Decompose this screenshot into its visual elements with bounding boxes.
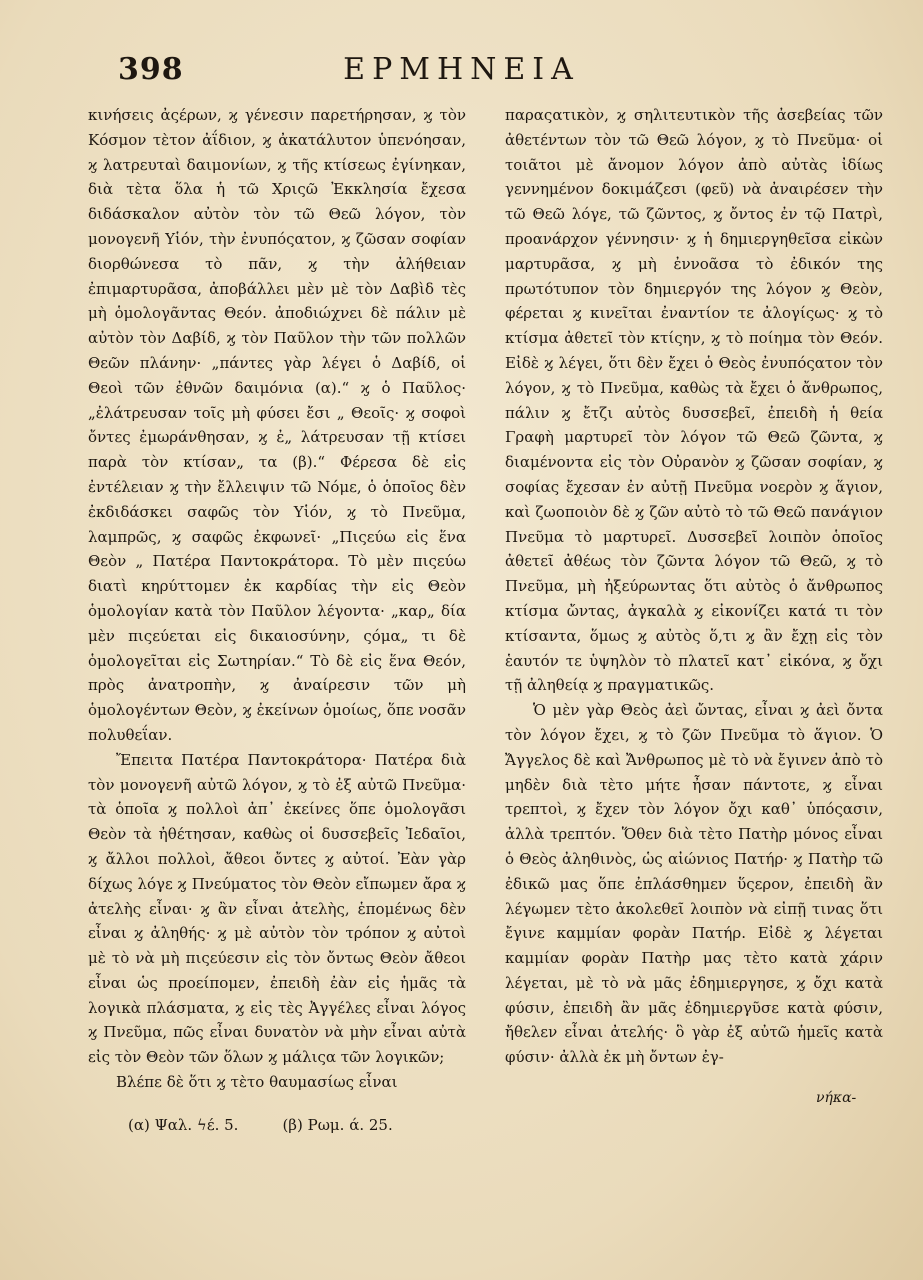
running-head: ΕΡΜΗΝΕΙΑ <box>343 52 580 87</box>
footnotes <box>128 1116 393 1134</box>
right-column <box>505 103 883 1070</box>
right-paragraph-2: Ὁ μὲν γὰρ Θεὸς ἀεὶ ὤντας, εἶναι ϗ ἀεὶ ὄντα τὸν λόγον ἔχει, ϗ τὸ ζῶν Πνεῦμα τὸ ἅγιον. Ὁ Ἄγγελος δὲ καὶ Ἄνθρωπος μὲ τὸ νὰ ἔγινεν ἀπὸ τὸ μηδὲν διὰ τὲτο μήτε ἦσαν πάντοτε, ϗ εἶναι τρεπτοὶ, ϗ ἔχεν τὸν λόγον ὄχι καθ᾽ ὑπόςασιν, ἀλλὰ τρεπτόν. Ὅθεν διὰ τὲτο Πατὴρ μόνος εἶναι ὁ Θεὸς ἀληθινὸς, ὡς αἰώνιος Πατήρ· ϗ Πατὴρ τῶ ἐδικῶ μας ὅπε ἐπλάσθημεν ὕςερον, ἐπειδὴ ἂν λέγωμεν τὲτο ἀκολεθεῖ λοιπὸν νὰ εἰπῇ τινας ὅτι ἔγινε καμμίαν φορὰν Πατήρ. Εἰδὲ ϗ λέγεται καμμίαν φορὰν Πατὴρ μας τὲτο κατὰ χάριν λέγεται, μὲ τὸ νὰ μᾶς ἐδημιεργησε, ϗ ὄχι κατὰ φύσιν, ἐπειδὴ ἂν μᾶς ἐδημιεργῦσε κατὰ φύσιν, ἤθελεν εἶναι ἀτελής· ὃ γὰρ ἐξ αὐτῶ ἡμεῖς κατὰ φύσιν· ἀλλὰ ἐκ μὴ ὄντων ἐγ- <box>505 701 883 1067</box>
footnote-a: (α) Ψαλ. ϟέ. 5. <box>128 1116 239 1134</box>
right-paragraph-1: παραςατικὸν, ϗ σηλιτευτικὸν τῆς ἀσεβείας τῶν ἀθετέντων τὸν τῶ Θεῶ λόγον, ϗ τὸ Πνεῦμα· οἱ τοιᾶτοι μὲ ἄνομον λόγον ἀπὸ αὐτὰς ἰδίως γεννημένον δοκιμάζεσι (φεῦ) νὰ ἀναιρέσεν τὴν τῶ Θεῶ λόγε, τῶ ζῶντος, ϗ ὄντος ἐν τῷ Πατρὶ, προανάρχον γέννησιν· ϗ ἡ δημιεργηθεῖσα εἰκὼν μαρτυρᾶσα, ϗ μὴ ἐννοᾶσα τὸ ἐδικόν της πρωτότυπον τὸν δημιεργόν της λόγον ϗ Θεὸν, φέρεται ϗ κινεῖται ἐναντίον τε ἀλογίςως· ϗ τὸ κτίσμα ἀθετεῖ τὸν κτίςην, ϗ τὸ ποίημα τὸν Θεόν. Εἰδὲ ϗ λέγει, ὅτι δὲν ἔχει ὁ Θεὸς ἐνυπόςατον τὸν λόγον, ϗ τὸ Πνεῦμα, καθὼς τὰ ἔχει ὁ ἄνθρωπος, πάλιν ϗ ἔτζι αὐτὸς δυσσεβεῖ, ἐπειδὴ ἡ θεία Γραφὴ μαρτυρεῖ τὸν λόγον τῶ Θεῶ ζῶντα, ϗ διαμένοντα εἰς τὸν Οὐρανὸν ϗ ζῶσαν σοφίαν, ϗ σοφίας ἔχεσαν ἐν αὐτῇ Πνεῦμα νοερὸν ϗ ἅγιον, καὶ ζωοποιὸν δὲ ϗ ζῶν αὐτὸ τὸ τῶ Θεῶ πανάγιον Πνεῦμα τὸ μαρτυρεῖ. Δυσσεβεῖ λοιπὸν ὁποῖος ἀθετεῖ ἀθέως τὸν ζῶντα λόγον τῶ Θεῶ, ϗ τὸ Πνεῦμα, μὴ ἠξεύρωντας ὅτι αὐτὸς ὁ ἄνθρωπος κτίσμα ὤντας, ἀγκαλὰ ϗ εἰκονίζει κατά τι τὸν κτίσαντα, ὅμως ϗ αὐτὸς ὅ,τι ϗ ἂν ἔχῃ εἰς τὸν ἑαυτόν τε ὑψηλὸν τὸ πλατεῖ κατ᾽ εἰκόνα, ϗ ὄχι τῇ ἀληθείᾳ ϗ πραγματικῶς. <box>505 106 883 695</box>
left-paragraph-1: κινήσεις ἀςέρων, ϗ γένεσιν παρετήρησαν, ϗ τὸν Κόσμον τὲτον ἀΐδιον, ϗ ἀκατάλυτον ὑπενόησαν, ϗ λατρευταὶ δαιμονίων, ϗ τῆς κτίσεως ἐγίνηκαν, διὰ τὲτα ὅλα ἡ τῶ Χριςῶ Ἐκκλησία ἔχεσα διδάσκαλον αὐτὸν τὸν τῶ Θεῶ λόγον, τὸν μονογενῆ Υἱόν, τὴν ἐνυπόςατον, ϗ ζῶσαν σοφίαν διορθώνεσα τὸ πᾶν, ϗ τὴν ἀλήθειαν ἐπιμαρτυρᾶσα, ἀποβάλλει μὲν μὲ τὸν Δαβὶδ τὲς μὴ ὁμολογᾶντας Θεόν. ἀποδιώχνει δὲ πάλιν μὲ αὐτὸν τὸν Δαβίδ, ϗ τὸν Παῦλον τὴν τῶν πολλῶν Θεῶν πλάνην· „πάντες γὰρ λέγει ὁ Δαβίδ, οἱ Θεοὶ τῶν ἐθνῶν δαιμόνια (α).“ ϗ ὁ Παῦλος· „ἐλάτρευσαν τοῖς μὴ φύσει ἔσι „ Θεοῖς· ϗ σοφοὶ ὄντες ἐμωράνθησαν, ϗ ἐ„ λάτρευσαν τῇ κτίσει παρὰ τὸν κτίσαν„ τα (β).“ Φέρεσα δὲ εἰς ἐντέλειαν ϗ τὴν ἔλλειψιν τῶ Νόμε, ὁ ὁποῖος δὲν ἐκδιδάσκει σαφῶς τὸν Υἱόν, ϗ τὸ Πνεῦμα, λαμπρῶς, ϗ σαφῶς ἐκφωνεῖ· „Πιςεύω εἰς ἕνα Θεὸν „ Πατέρα Παντοκράτορα. Τὸ μὲν πιςεύω διατὶ κηρύττομεν ἐκ καρδίας τὴν εἰς Θεὸν ὁμολογίαν κατὰ τὸν Παῦλον λέγοντα· „καρ„ δία μὲν πιςεύεται εἰς δικαιοσύνην, ςόμα„ τι δὲ ὁμολογεῖται εἰς Σωτηρίαν.“ Τὸ δὲ εἰς ἕνα Θεόν, πρὸς ἀνατροπὴν, ϗ ἀναίρεσιν τῶν μὴ ὁμολογέντων Θεὸν, ϗ ἐκείνων ὁμοίως, ὅπε νοσᾶν πολυθεΐαν. <box>88 106 466 744</box>
footnote-b: (β) Ρωμ. ά. 25. <box>282 1116 393 1134</box>
page-number: 398 <box>118 52 184 87</box>
left-column <box>88 103 466 1095</box>
left-paragraph-2: Ἔπειτα Πατέρα Παντοκράτορα· Πατέρα διὰ τὸν μονογενῆ αὐτῶ λόγον, ϗ τὸ ἐξ αὐτῶ Πνεῦμα· τὰ ὁποῖα ϗ πολλοὶ ἀπ᾽ ἐκείνες ὅπε ὁμολογᾶσι Θεὸν τὰ ἠθέτησαν, καθὼς οἱ δυσσεβεῖς Ἰεδαῖοι, ϗ ἄλλοι πολλοὶ, ἄθεοι ὄντες ϗ αὐτοί. Ἐὰν γὰρ δίχως λόγε ϗ Πνεύματος τὸν Θεὸν εἴπωμεν ἄρα ϗ ἀτελὴς εἶναι· ϗ ἂν εἶναι ἀτελὴς, ἑπομένως δὲν εἶναι ϗ ἀληθής· ϗ μὲ αὐτὸν τὸν τρόπον ϗ αὐτοὶ μὲ τὸ νὰ μὴ πιςεύεσιν εἰς τὸν ὄντως Θεὸν ἄθεοι εἶναι ὡς προείπομεν, ἐπειδὴ ἐὰν εἰς ἡμᾶς τὰ λογικὰ πλάσματα, ϗ εἰς τὲς Ἀγγέλες εἶναι λόγος ϗ Πνεῦμα, πῶς εἶναι δυνατὸν νὰ μὴν εἶναι αὐτὰ εἰς τὸν Θεὸν τῶν ὅλων ϗ μάλιςα τῶν λογικῶν; <box>88 750 466 1067</box>
catchword: νήκα- <box>816 1090 857 1106</box>
left-paragraph-3: Βλέπε δὲ ὅτι ϗ τὲτο θαυμασίως εἶναι <box>116 1073 398 1092</box>
